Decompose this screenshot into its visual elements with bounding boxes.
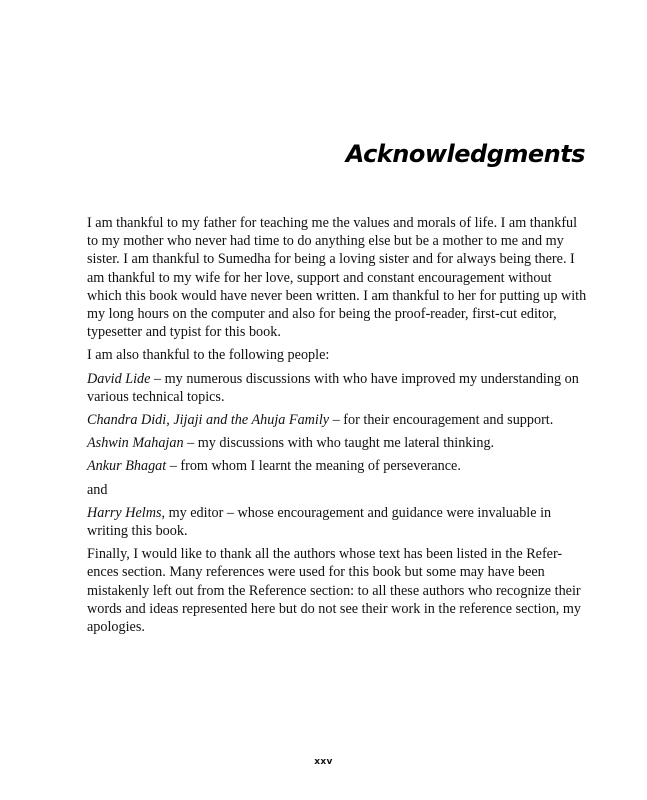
paragraph-intro: I am also thankful to the following people: bbox=[87, 347, 330, 364]
page-number: xxv bbox=[314, 757, 333, 767]
person-entry bbox=[87, 457, 587, 475]
person-entry bbox=[87, 370, 587, 406]
person-text: – from whom I learnt the meaning of perseverance. bbox=[166, 458, 461, 475]
person-text: – for their encouragement and support. bbox=[329, 412, 554, 429]
person-text: – my discussions with who taught me lateral thinking. bbox=[183, 435, 495, 452]
editor-name: Harry Helms bbox=[87, 504, 162, 521]
paragraph-and: and bbox=[87, 481, 108, 498]
person-name: Ankur Bhagat bbox=[87, 458, 167, 475]
person-entry bbox=[87, 434, 587, 452]
body-text bbox=[87, 214, 587, 641]
editor-text: , my editor – whose encouragement and guidance were invaluable in writing this book. bbox=[87, 504, 552, 540]
person-name: Chandra Didi, Jijaji and the Ahuja Family bbox=[87, 412, 330, 429]
person-name: David Lide bbox=[87, 370, 151, 387]
person-entry bbox=[87, 411, 587, 429]
page-title: Acknowledgments bbox=[345, 140, 585, 168]
editor-entry bbox=[87, 504, 587, 540]
paragraph-family: I am thankful to my father for teaching me the values and morals of life. I am thankful to my mother who never had time to do anything else but be a mother to me and my sister. I am thankful to Sumedha for being a loving sister and for always being there. I am thankful to my wife for her love, support and constant encouragement without which this book would have never been written. I am thankful to her for putting up with my long hours on the computer and also for being the proof-reader, first-cut editor, typesetter and typist for this book. bbox=[87, 215, 587, 341]
paragraph-closing: Finally, I would like to thank all the authors whose text has been listed in the Refer-ences section. Many references were used for this book but some may have been mistakenly left out from the Reference section: to all these authors who recognize their words and ideas represented here but do not see their work in the reference section, my apologies. bbox=[87, 546, 582, 636]
person-text: – my numerous discussions with who have improved my understanding on various technical topics. bbox=[87, 370, 579, 405]
person-name: Ashwin Mahajan bbox=[87, 435, 184, 452]
